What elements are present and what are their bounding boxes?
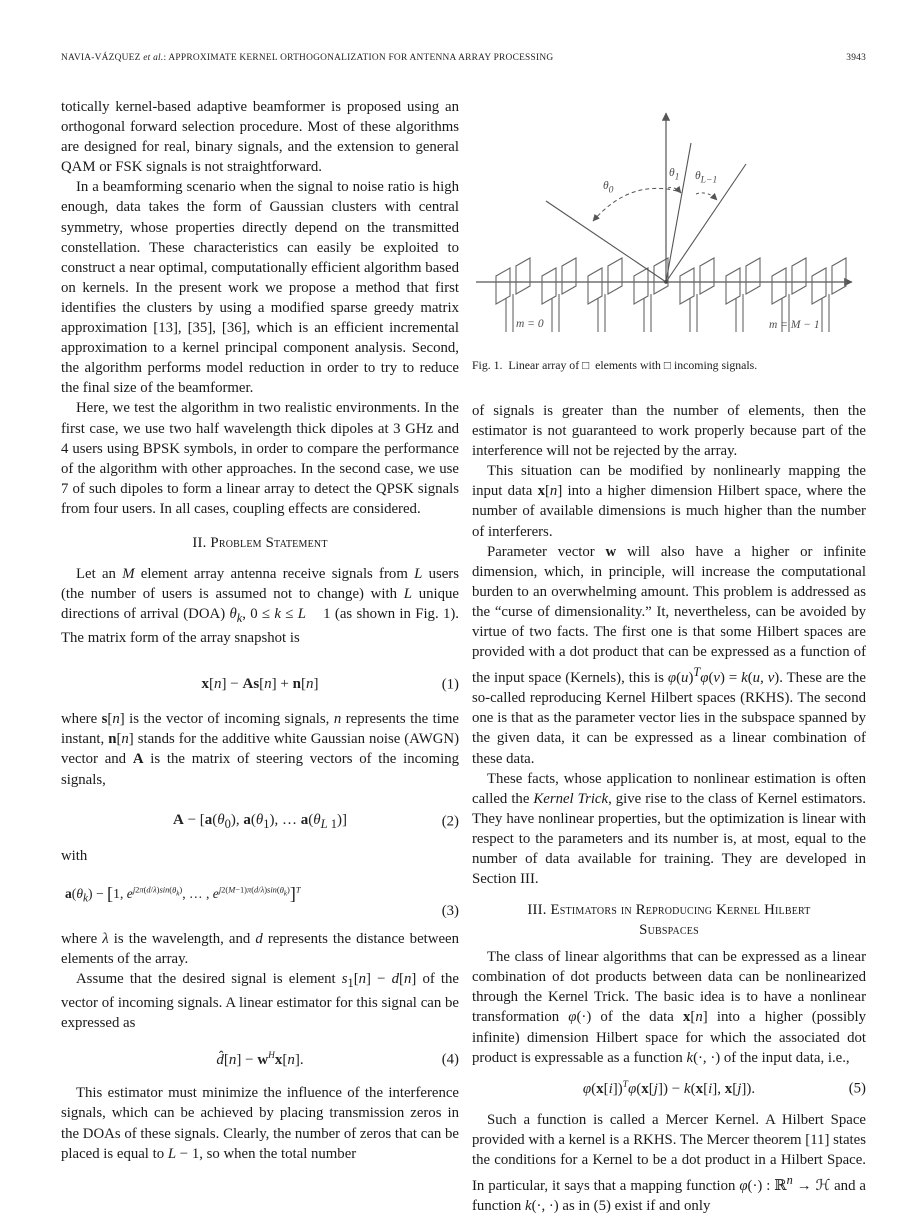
paragraph: Parameter vector w will also have a higher or infinite dimension, which, in principle, will increase the computational burden to an overwhelming amount. This problem is addressed as the “curse of dimensionality.” It, nevertheless, can be avoided by virtue of two facts. The first one is that some Hilbert spaces are provided with a dot product that can be expressed as a function of the input space (Kernels), this is $\varphi(u)^T\varphi(v) = k(u$, v). These are the so-called reproducing Kernel Hilbert spaces (RKHS). The second one is that as the parameter vector lies in the subspace spanned by the given data, it can be expressed as a linear combination of these data.: [472, 543, 866, 767]
equation-number: (1): [441, 676, 459, 693]
paragraph: The class of linear algorithms that can be expressed as a linear combination of dot products between data can be nonlinearized through the Kernel Trick. The basic idea is to have a nonlinear transformation φ(·) of the data x[n] into a higher (possibly infinite) dimension Hilbert space for which the associated dot product is expressable as a function k(·, ·) of the input data, i.e.,: [472, 949, 867, 1066]
signal-ray-theta0: [546, 201, 666, 282]
right-column: [472, 97, 866, 1216]
figure-1-diagram: [472, 97, 866, 347]
section-heading-2: II. Problem Statement: [192, 534, 328, 551]
equation-5: [472, 1080, 866, 1098]
figure-1: [472, 97, 866, 347]
label-m0: m = 0: [516, 318, 544, 330]
two-column-body: [61, 97, 866, 1216]
paragraph: This situation can be modified by nonlinearly mapping the input data x[n] into a higher dimension Hilbert space, where the number of available dimensions is much higher than the number of interferers.: [472, 463, 866, 540]
array-origin: [664, 280, 668, 284]
equation-number: (3): [441, 902, 459, 919]
paragraph: where s[n] is the vector of incoming signals, n represents the time instant, n[n] stands for the additive white Gaussian noise (AWGN) vector and A is the matrix of steering vectors of the incoming signals,: [61, 711, 460, 788]
equation-body: $A - [a(\theta_0)$, $a(\theta_1)$, … $a(\theta_{L 1})$]: [172, 811, 347, 831]
equation-body: x[n] − As[n] + n[n]: [201, 676, 319, 693]
signal-ray-theta1: [666, 143, 691, 282]
running-head: [61, 53, 866, 63]
paragraph: In a beamforming scenario when the signal to noise ratio is high enough, data takes the form of Gaussian clusters with central symmetry, whose properties directly depend on the transmitted constellation. These characteristics can easily be exploited to construct a near optimal, computationally efficient algorithm based on kernels. In the present work we propose a method that first identifies the clusters by using a modified sparse greedy matrix approximation [13], [35], [36], which is an efficient incremental approximation to a kernel principal component analysis. Second, the algorithm performs model reduction in order to try to reduce the final size of the beamformer.: [61, 179, 459, 397]
equation-4: [61, 1051, 459, 1069]
equation-1: [61, 676, 459, 693]
label-theta1: $\theta_1$: [669, 167, 680, 183]
equation-3: [61, 883, 459, 919]
equation-body: d̂[n] − $w^Hx[n]$.: [216, 1051, 304, 1069]
left-column: [61, 97, 459, 1216]
label-theta0: $\theta_0$: [603, 180, 614, 196]
with-connector: with: [61, 847, 88, 864]
label-mM-1: m = M − 1: [769, 319, 820, 331]
section-heading-3: III. Estimators in Reproducing Kernel Hilbert Subspaces: [527, 902, 811, 939]
paragraph: of signals is greater than the number of elements, then the estimator is not guaranteed to work properly because part of the interference will not be rejected by the array.: [472, 403, 866, 460]
equation-body: $\varphi(x[i])^T\varphi(x[j]) - k(x[i]$, x[j]).: [582, 1079, 756, 1097]
figure-1-caption: Fig. 1. Linear array of □ elements with □ incoming signals.: [472, 358, 758, 372]
label-thetaL-1: $\theta_{L-1}$: [695, 170, 718, 186]
paragraph: Such a function is called a Mercer Kernel. A Hilbert Space provided with a kernel is a RKHS. The Mercer theorem [11] states the conditions for a Kernel to be a dot product in a Hilbert Space. In particular, it says that a mapping function φ(·) : ℝ$^n$ → ℋ and a function k(·, ·) as in (5) exist if and only: [472, 1111, 866, 1215]
equation-number: (2): [441, 813, 459, 830]
equation-2: [61, 812, 459, 832]
equation-number: (4): [441, 1051, 459, 1068]
page-number: 3943: [846, 53, 866, 63]
paragraph: where λ is the wavelength, and d represents the distance between elements of the array.: [61, 930, 459, 968]
angle-arc-thetaL: [696, 193, 717, 200]
paragraph: Assume that the desired signal is element $s_1[n] - d[n]$ of the vector of incoming signals. A linear estimator for this signal can be expressed as: [61, 971, 460, 1032]
paragraph: Here, we test the algorithm in two realistic environments. In the first case, we use two half wavelength thick dipoles at 3 GHz and 4 users using BPSK symbols, in order to compare the performance of the algorithm with other approaches. In the second case, we use 7 of such dipoles to form a linear array to detect the QPSK signals from four users. In all cases, coupling effects are considered.: [61, 400, 459, 517]
equation-body: $a(\theta_k) - [1$, $e^{j2\pi(d/\lambda)sin(\theta_k)}$, … , $e^{j2(M-1)\pi(d/\lambda)sin(\theta_k)}]^T$: [65, 883, 301, 905]
paragraph: Let an M element array antenna receive signals from L users (the number of users is assumed not to change) with L unique directions of arrival (DOA) $\theta_k$, 0 ≤ k ≤ L 1 (as shown in Fig. 1). The matrix form of the array snapshot is: [61, 565, 459, 647]
running-head-title: NAVIA-VÁZQUEZ et al.: APPROXIMATE KERNEL ORTHOGONALIZATION FOR ANTENNA ARRAY PROCESSING: [61, 53, 554, 63]
paragraph: totically kernel-based adaptive beamformer is proposed using an orthogonal forward selection procedure. Most of these algorithms are designed for real, binary signals, and the extension to general QAM or FSK signals is not straightforward.: [61, 99, 459, 176]
paragraph: This estimator must minimize the influence of the interference signals, which can be achieved by placing transmission zeros in the DOAs of these signals. Clearly, the number of zeros that can be placed is equal to L − 1, so when the total number: [61, 1085, 459, 1162]
equation-number: (5): [848, 1080, 866, 1097]
paragraph: These facts, whose application to nonlinear estimation is often called the Kernel Trick, give rise to the class of Kernel estimators. They have nonlinear properties, but the optimization is linear with respect to the parameters and its number is, at most, equal to the number of data available for training. They are developed in Section III.: [472, 770, 866, 888]
